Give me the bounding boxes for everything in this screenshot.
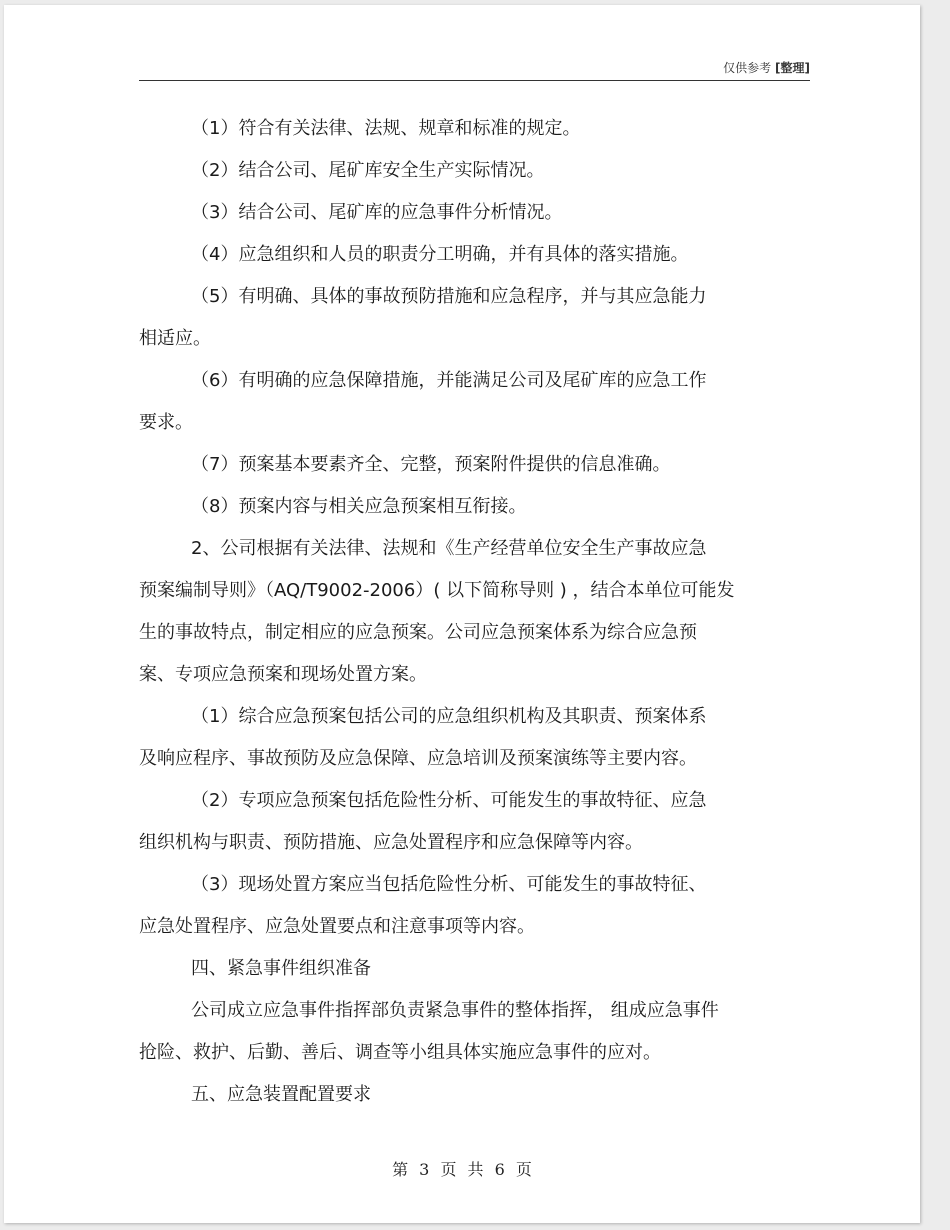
- section-heading: 五、应急装置配置要求: [191, 1084, 371, 1105]
- body-text: [139, 108, 810, 1116]
- text-line: 要求。: [139, 412, 193, 433]
- text-line: （7）预案基本要素齐全、完整，预案附件提供的信息准确。: [191, 454, 671, 475]
- page-header: [139, 60, 810, 81]
- header-tag: [整理]: [775, 61, 810, 75]
- text-line: （3）现场处置方案应当包括危险性分析、可能发生的事故特征、: [191, 874, 707, 895]
- text-line: 相适应。: [139, 328, 211, 349]
- text-line: 生的事故特点，制定相应的应急预案。公司应急预案体系为综合应急预: [139, 622, 697, 643]
- text-line: （2）结合公司、尾矿库安全生产实际情况。: [191, 160, 545, 181]
- text-line: 组织机构与职责、预防措施、应急处置程序和应急保障等内容。: [139, 832, 643, 853]
- text-line: （8）预案内容与相关应急预案相互衔接。: [191, 496, 527, 517]
- text-line: （2）专项应急预案包括危险性分析、可能发生的事故特征、应急: [191, 790, 707, 811]
- text-line: （6）有明确的应急保障措施，并能满足公司及尾矿库的应急工作: [191, 370, 707, 391]
- document-page: [4, 5, 920, 1223]
- text-line: 及响应程序、事故预防及应急保障、应急培训及预案演练等主要内容。: [139, 748, 697, 769]
- text-line: 抢险、救护、后勤、善后、调查等小组具体实施应急事件的应对。: [139, 1042, 661, 1063]
- text-line: （5）有明确、具体的事故预防措施和应急程序，并与其应急能力: [191, 286, 707, 307]
- text-line: （3）结合公司、尾矿库的应急事件分析情况。: [191, 202, 563, 223]
- text-line: 公司成立应急事件指挥部负责紧急事件的整体指挥， 组成应急事件: [191, 1000, 719, 1021]
- section-heading: 四、紧急事件组织准备: [191, 958, 371, 979]
- text-line: （1）综合应急预案包括公司的应急组织机构及其职责、预案体系: [191, 706, 707, 727]
- text-line: （1）符合有关法律、法规、规章和标准的规定。: [191, 118, 581, 139]
- text-line: 预案编制导则》（AQ/T9002-2006）( 以下简称导则 ) ，结合本单位可能发: [139, 580, 735, 601]
- text-line: 应急处置程序、应急处置要点和注意事项等内容。: [139, 916, 535, 937]
- page-number: 第 3 页 共 6 页: [392, 1160, 532, 1179]
- text-line: （4）应急组织和人员的职责分工明确，并有具体的落实措施。: [191, 244, 689, 265]
- header-text: 仅供参考: [723, 61, 772, 75]
- text-line: 2、公司根据有关法律、法规和《生产经营单位安全生产事故应急: [191, 538, 707, 559]
- text-line: 案、专项应急预案和现场处置方案。: [139, 664, 427, 685]
